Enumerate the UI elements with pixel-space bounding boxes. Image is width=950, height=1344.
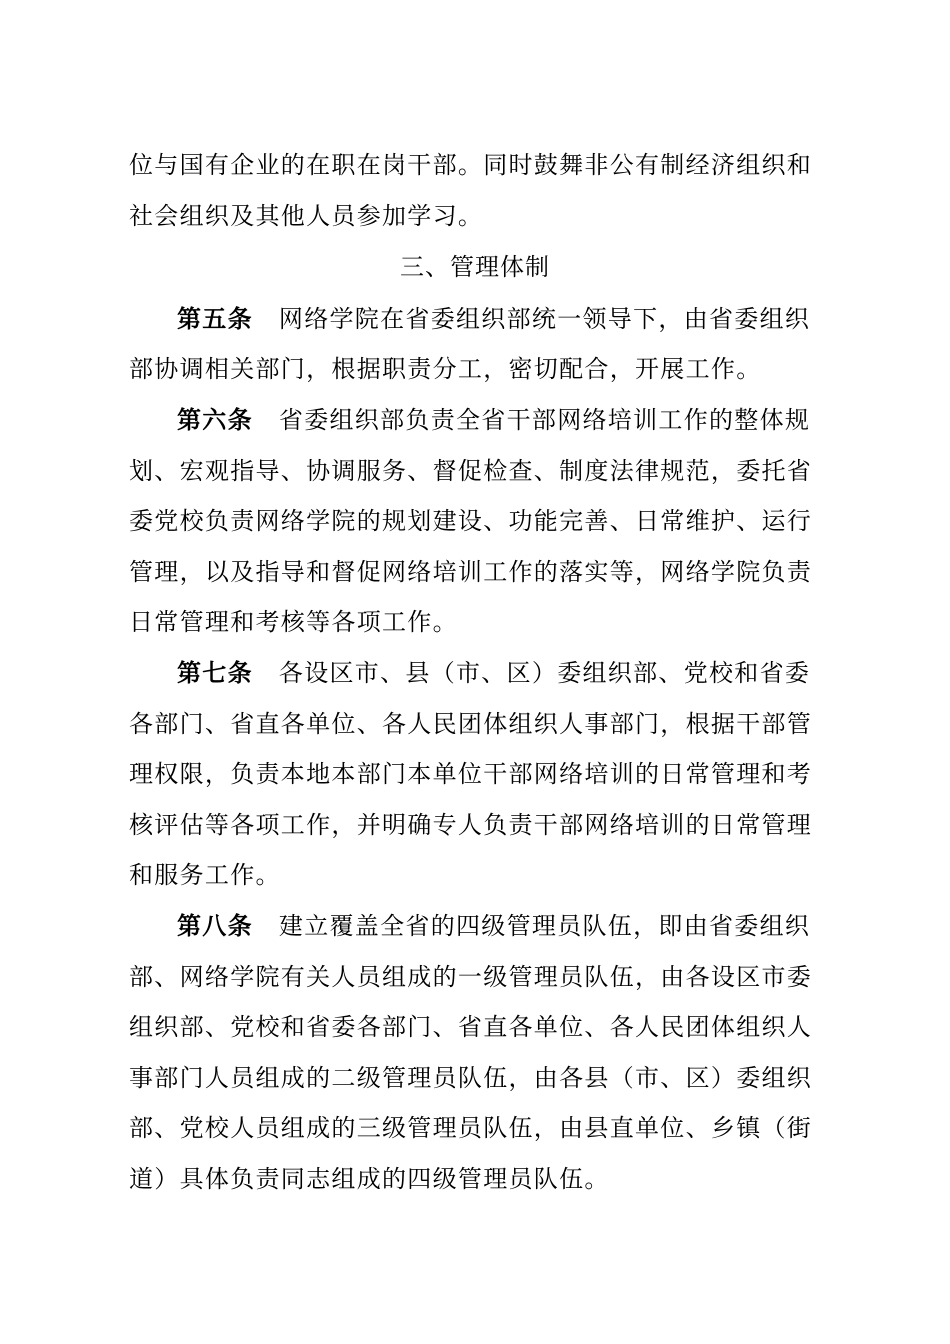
article-text: 省委组织部负责全省干部网络培训工作的整体规 <box>278 406 811 434</box>
text-line: 部、党校人员组成的三级管理员队伍，由县直单位、乡镇（街 <box>129 1114 813 1142</box>
text-line: 组织部、党校和省委各部门、省直各单位、各人民团体组织人 <box>129 1013 813 1041</box>
text-line: 部协调相关部门，根据职责分工，密切配合，开展工作。 <box>129 355 762 383</box>
article-number: 第七条 <box>177 659 253 687</box>
article-5-first-line <box>177 302 877 336</box>
section-heading: 三、管理体制 <box>400 253 550 281</box>
article-text: 各设区市、县（市、区）委组织部、党校和省委 <box>278 659 811 687</box>
text-line: 日常管理和考核等各项工作。 <box>129 608 458 636</box>
article-8-first-line <box>177 909 877 943</box>
article-7-first-line <box>177 656 877 690</box>
text-line: 社会组织及其他人员参加学习。 <box>129 202 484 230</box>
article-6-first-line <box>177 403 877 437</box>
text-line: 管理，以及指导和督促网络培训工作的落实等，网络学院负责 <box>129 558 813 586</box>
text-line: 核评估等各项工作，并明确专人负责干部网络培训的日常管理 <box>129 811 813 839</box>
article-number: 第八条 <box>177 912 253 940</box>
text-line: 委党校负责网络学院的规划建设、功能完善、日常维护、运行 <box>129 507 813 535</box>
text-line: 道）具体负责同志组成的四级管理员队伍。 <box>129 1165 610 1193</box>
article-text: 网络学院在省委组织部统一领导下，由省委组织 <box>278 305 811 333</box>
text-line: 事部门人员组成的二级管理员队伍，由各县（市、区）委组织 <box>129 1064 813 1092</box>
text-line: 划、宏观指导、协调服务、督促检查、制度法律规范，委托省 <box>129 457 813 485</box>
text-line: 理权限，负责本地本部门本单位干部网络培训的日常管理和考 <box>129 760 813 788</box>
text-line: 和服务工作。 <box>129 861 281 889</box>
article-text: 建立覆盖全省的四级管理员队伍，即由省委组织 <box>278 912 811 940</box>
text-line: 位与国有企业的在职在岗干部。同时鼓舞非公有制经济组织和 <box>129 151 813 179</box>
article-number: 第五条 <box>177 305 253 333</box>
article-number: 第六条 <box>177 406 253 434</box>
text-line: 各部门、省直各单位、各人民团体组织人事部门，根据干部管 <box>129 710 813 738</box>
text-line: 部、网络学院有关人员组成的一级管理员队伍，由各设区市委 <box>129 963 813 991</box>
